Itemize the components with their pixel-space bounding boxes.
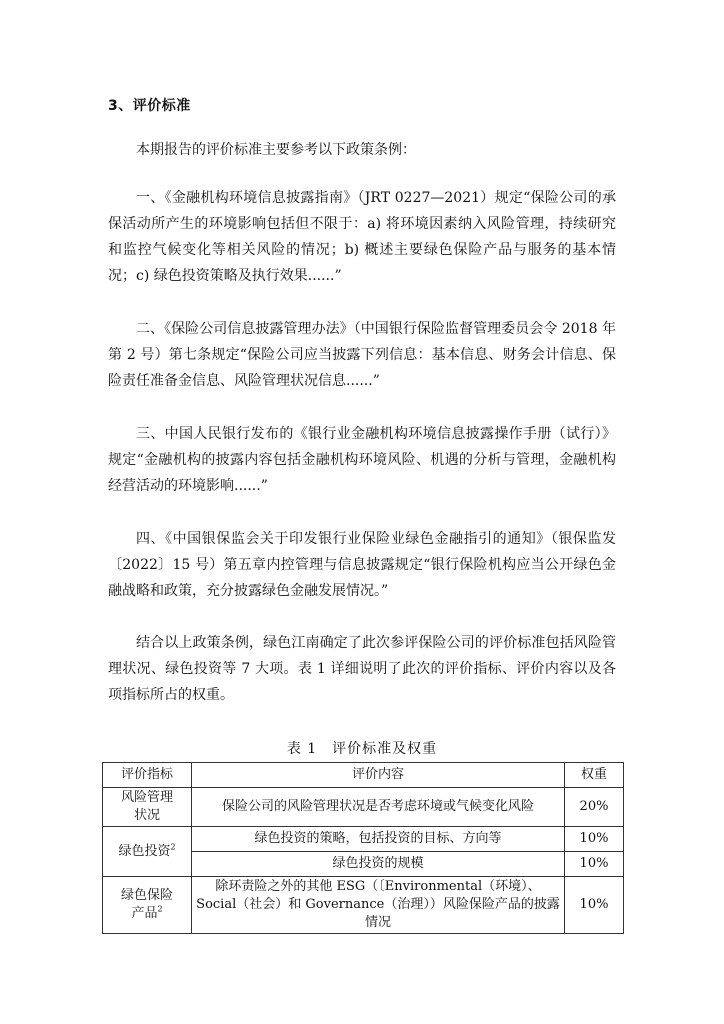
policy-paragraph-1: 一、《金融机构环境信息披露指南》（JRT 0227—2021）规定“保险公司的承保活动所产生的环境影响包括但不限于：a) 将环境因素纳入风险管理，持续研究和监控气候变化等相关风险的情况；b) 概述主要绿色保险产品与服务的基本情况；c) 绿色投资策略及执行效果......” [108, 190, 616, 284]
policy-paragraph-2: 二、《保险公司信息披露管理办法》（中国银行保险监督管理委员会令 2018 年第 2 号）第七条规定“保险公司应当披露下列信息：基本信息、财务会计信息、保险责任准备金信息、风险管理状况信息......” [108, 321, 616, 389]
weight-cell: 10% [565, 877, 624, 934]
indicator-label: 绿色投资 [118, 843, 171, 859]
content-cell: 除环责险之外的其他 ESG（〔Environmental（环境）、Social（社会）和 Governance（治理））风险保险产品的披露情况 [192, 877, 565, 934]
footnote-marker: 2 [170, 842, 176, 852]
table-row [103, 788, 624, 827]
policy-paragraph-4: 四、《中国银保监会关于印发银行业保险业绿色金融指引的通知》（银保监发〔2022〕15 号）第五章内控管理与信息披露规定“银行保险机构应当公开绿色金融战略和政策，充分披露绿色金融发展情况。” [108, 531, 616, 599]
indicator-cell [103, 877, 192, 934]
indicator-cell [103, 827, 192, 877]
intro-paragraph: 本期报告的评价标准主要参考以下政策条例： [136, 142, 416, 158]
evaluation-table [102, 762, 624, 934]
indicator-label: 绿色保险产品 [120, 888, 173, 921]
content-cell: 保险公司的风险管理状况是否考虑环境或气候变化风险 [192, 788, 565, 827]
header-content: 评价内容 [192, 763, 565, 788]
conclusion-paragraph: 结合以上政策条例，绿色江南确定了此次参评保险公司的评价标准包括风险管理状况、绿色投资等 7 大项。表 1 详细说明了此次的评价指标、评价内容以及各项指标所占的权重。 [108, 635, 616, 703]
policy-paragraph-3: 三、中国人民银行发布的《银行业金融机构环境信息披露操作手册（试行）》规定“金融机构的披露内容包括金融机构环境风险、机遇的分析与管理，金融机构经营活动的环境影响......” [108, 426, 616, 494]
weight-cell: 10% [565, 827, 624, 852]
content-cell: 绿色投资的规模 [192, 852, 565, 877]
header-indicator: 评价指标 [103, 763, 192, 788]
weight-cell: 20% [565, 788, 624, 827]
section-heading: 3、评价标准 [108, 98, 191, 114]
indicator-cell: 风险管理状况 [103, 788, 192, 827]
table-row [103, 877, 624, 934]
content-cell: 绿色投资的策略，包括投资的目标、方向等 [192, 827, 565, 852]
table-header-row [103, 763, 624, 788]
table-caption: 表 1 评价标准及权重 [286, 741, 438, 757]
header-weight: 权重 [565, 763, 624, 788]
weight-cell: 10% [565, 852, 624, 877]
table-row [103, 827, 624, 852]
footnote-marker: 2 [157, 904, 163, 914]
